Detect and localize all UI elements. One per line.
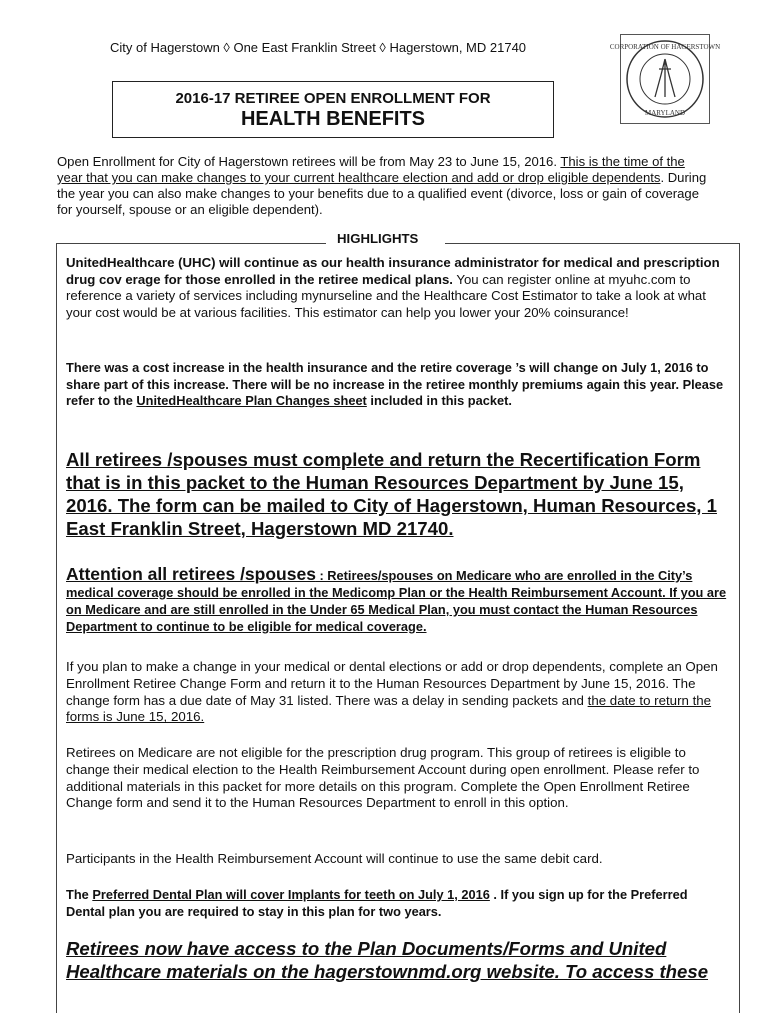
recertification-notice: All retirees /spouses must complete and return the Recertification Form that is in this packet to the Human Resources Department by June 15, 2016. The form can be mailed to City of Hagerstown, Human Resources, 1 East Franklin Street, Hagerstown MD 21740. xyxy=(66,449,717,539)
intro-paragraph: Open Enrollment for City of Hagerstown retirees will be from May 23 to June 15, 2016. This is the time of the year that you can make changes to your current healthcare election and add or drop eligible dependents. During the year you can also make changes to your benefits due to a qualified event (divorce, loss or gain of coverage for yourself, spouse or an eligible dependent). xyxy=(57,154,707,217)
medicare-paragraph: Retirees on Medicare are not eligible for the prescription drug program. This group of retirees is eligible to change their medical election to the Health Reimbursement Account during open enrollment. Please refer to additional materials in this packet for more details on this program. Complete the Open Enrollment Retiree Change form and send it to the Human Resources Department to enroll in this option. xyxy=(66,745,700,811)
header-address: City of Hagerstown ◊ One East Franklin Street ◊ Hagerstown, MD 21740 xyxy=(110,40,527,55)
seal-text-top: CORPORATION OF HAGERSTOWN xyxy=(609,43,721,51)
city-seal xyxy=(609,34,721,124)
highlights-heading: HIGHLIGHTS xyxy=(333,231,422,246)
dental-paragraph: The Preferred Dental Plan will cover Implants for teeth on July 1, 2016 . If you sign up for the Preferred Dental plan you are required to stay in this plan for two years. xyxy=(66,887,688,919)
title-line-1: 2016-17 RETIREE OPEN ENROLLMENT FOR xyxy=(175,90,491,107)
attention-paragraph: Attention all retirees /spouses : Retirees/spouses on Medicare who are enrolled in the City’s medical coverage should be enrolled in the Medicomp Plan or the Health Reimbursement Account. If you are on Medicare and are still enrolled in the Under 65 Medical Plan, you must contact the Human Resources Department to continue to be eligible for medical coverage. xyxy=(66,564,727,634)
title-line-2: HEALTH BENEFITS xyxy=(240,108,426,130)
seal-icon xyxy=(609,35,721,123)
plan-documents-notice: Retirees now have access to the Plan Documents/Forms and United Healthcare materials on the hagerstownmd.org website. To access these xyxy=(66,938,709,982)
seal-text-bottom: MARYLAND xyxy=(644,109,686,117)
title-box xyxy=(112,81,554,138)
debit-card-paragraph: Participants in the Health Reimbursement Account will continue to use the same debit card. xyxy=(66,851,603,866)
plan-changes-link: UnitedHealthcare Plan Changes sheet xyxy=(136,393,367,409)
highlights-rule-left xyxy=(56,243,326,244)
uhc-paragraph: UnitedHealthcare (UHC) will continue as our health insurance administrator for medical and prescription drug cov erage for those enrolled in the retiree medical plans. You can register online at myuhc.com to reference a variety of services including mynurseline and the Healthcare Cost Estimator to take a look at what your cost would be at various facilities. This estimator can help you lower your 20% coinsurance! xyxy=(66,255,720,320)
cost-paragraph: There was a cost increase in the health insurance and the retire coverage ’s will change on July 1, 2016 to share part of this increase. There will be no increase in the retiree monthly premiums again this year. Please refer to the UnitedHealthcare Plan Changes sheet included in this packet. xyxy=(66,360,724,409)
change-form-paragraph: If you plan to make a change in your medical or dental elections or add or drop dependents, complete an Open Enrollment Retiree Change Form and return it to the Human Resources Department by June 15, 2016. The change form has a due date of May 31 listed. There was a delay in sending packets and the date to return the forms is June 15, 2016. xyxy=(66,659,718,725)
highlights-rule-right xyxy=(445,243,740,244)
